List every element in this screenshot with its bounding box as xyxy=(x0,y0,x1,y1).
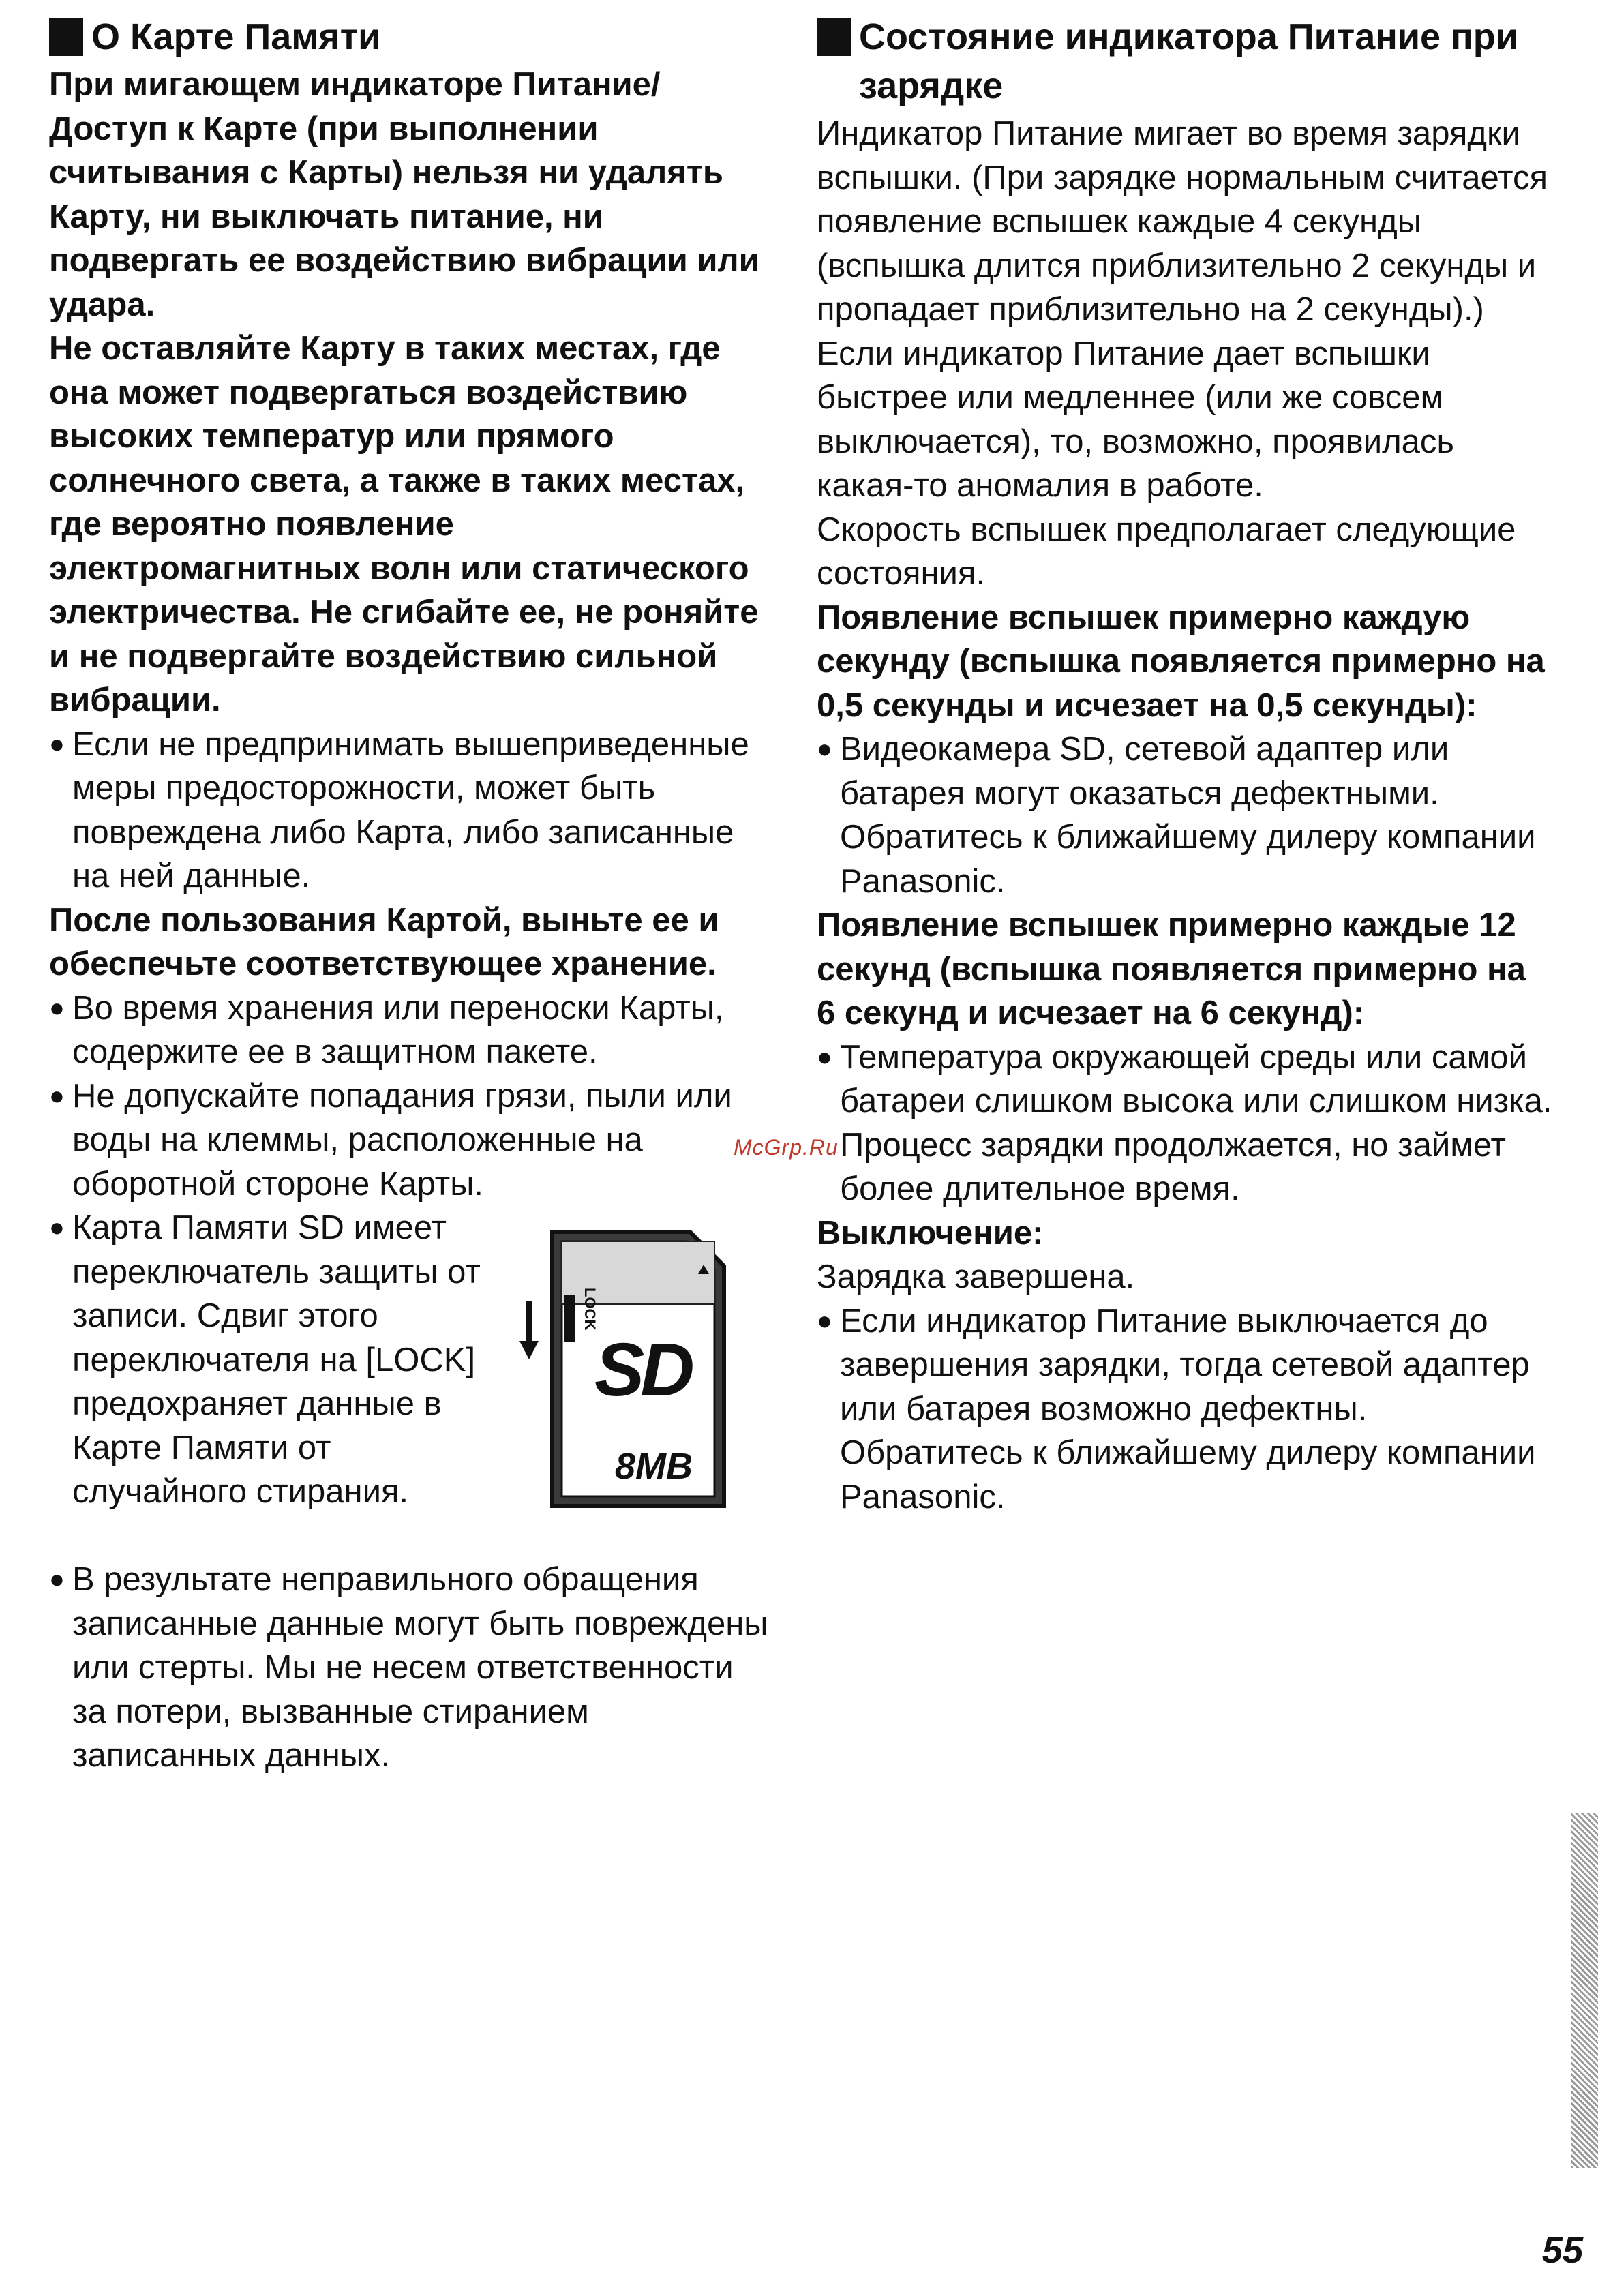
bullet-dot-icon: ● xyxy=(49,1565,65,1594)
case2-title: Появление вспышек примерно каждые 12 секунд (вспышка появляется примерно на 6 секунд и исчезает на 6 секунд): xyxy=(817,907,1526,1031)
bullet-dot-icon: ● xyxy=(49,729,65,759)
sd-logo: SD xyxy=(594,1328,691,1412)
list-item xyxy=(49,986,772,1074)
right-column xyxy=(817,12,1553,1519)
page-number: 55 xyxy=(1541,2230,1583,2271)
lock-label: LOCK xyxy=(582,1288,599,1331)
warning-access-indicator: При мигающем индикаторе Питание/ Доступ к Карте (при выполнении считывания с Карты) нельзя ни удалять Карту, ни выключать питание, ни подвергать ее воздействию вибрации или удара. xyxy=(49,66,759,323)
bullet-text: Карта Памяти SD имеет переключатель защиты от записи. Сдвиг этого переключателя на [LOCK] предохраняет данные в Карте Памяти от случайного стирания. xyxy=(72,1209,481,1510)
heading-square-icon xyxy=(817,18,851,56)
bullet-text: Не допускайте попадания грязи, пыли или воды на клеммы, расположенные на оборотной стороне Карты. xyxy=(72,1077,732,1203)
bullet-text: Если не предпринимать вышеприведенные меры предосторожности, может быть повреждена либо Карта, либо записанные на ней данные. xyxy=(72,725,749,894)
list-item xyxy=(49,1558,772,1778)
bullet-dot-icon: ● xyxy=(817,1042,832,1072)
speed-paragraph: Скорость вспышек предполагает следующие состояния. xyxy=(817,511,1516,592)
bullet-text: В результате неправильного обращения записанные данные могут быть повреждены или стерты. Мы не несем ответственности за потери, вызванные стиранием записанных данных. xyxy=(72,1561,768,1774)
list-item xyxy=(49,723,772,898)
abnormal-paragraph: Если индикатор Питание дает вспышки быстрее или медленнее (или же совсем выключается), то, возможно, проявилась какая-то аномалия в работе. xyxy=(817,335,1454,504)
warning-storage-conditions: Не оставляйте Карту в таких местах, где она может подвергаться воздействию высоких температур или прямого солнечного света, а также в таких местах, где вероятно появление электромагнитных волн или статического электричества. Не сгибайте ее, не роняйте и не подвергайте воздействию сильной вибрации. xyxy=(49,330,759,719)
bullet-dot-icon: ● xyxy=(49,1081,65,1111)
section-heading-memory-card xyxy=(49,12,772,61)
bullet-text: Температура окружающей среды или самой батареи слишком высока или слишком низка. Процесс зарядки продолжается, но займет более длительное время. xyxy=(840,1038,1552,1207)
bullet-dot-icon: ● xyxy=(49,993,65,1023)
lock-arrow-head-icon xyxy=(519,1341,539,1359)
list-item xyxy=(817,727,1553,903)
intro-paragraph: Индикатор Питание мигает во время зарядки вспышки. (При зарядке нормальным считается появление вспышек каждые 4 секунды (вспышка длится приблизительно 2 секунды и пропадает приблизительно на 2 секунды).) xyxy=(817,115,1548,328)
left-column xyxy=(49,12,772,1778)
list-item xyxy=(49,1074,772,1207)
heading-square-icon xyxy=(49,18,83,56)
case3-text: Зарядка завершена. xyxy=(817,1258,1135,1295)
heading-text: Состояние индикатора Питание при зарядке xyxy=(859,16,1518,106)
watermark: McGrp.Ru xyxy=(734,1135,839,1160)
bullet-dot-icon: ● xyxy=(817,735,832,764)
bullet-text: Если индикатор Питание выключается до завершения зарядки, тогда сетевой адаптер или батарея возможно дефектны. Обратитесь к ближайшему дилеру компании Panasonic. xyxy=(840,1302,1536,1515)
bullet-dot-icon: ● xyxy=(49,1213,65,1242)
case1-title: Появление вспышек примерно каждую секунду (вспышка появляется примерно на 0,5 секунды и исчезает на 0,5 секунды): xyxy=(817,599,1545,724)
lock-switch xyxy=(564,1295,575,1342)
bullet-text: Видеокамера SD, сетевой адаптер или батарея могут оказаться дефектными. Обратитесь к ближайшему дилеру компании Panasonic. xyxy=(840,731,1536,900)
card-capacity: 8MB xyxy=(615,1446,693,1487)
list-item xyxy=(49,1206,495,1514)
section-heading-power-indicator xyxy=(817,12,1553,110)
heading-text: О Карте Памяти xyxy=(91,16,381,57)
sd-lock-block xyxy=(49,1206,772,1558)
list-item xyxy=(817,1036,1553,1211)
after-use-instruction: После пользования Картой, выньте ее и обеспечьте соответствующее хранение. xyxy=(49,901,719,982)
edge-index-strip xyxy=(1571,1813,1598,2168)
bullet-text: Во время хранения или переноски Карты, содержите ее в защитном пакете. xyxy=(72,989,724,1070)
list-item xyxy=(817,1299,1553,1520)
case3-title: Выключение: xyxy=(817,1214,1044,1252)
bullet-dot-icon: ● xyxy=(817,1306,832,1335)
sd-card-illustration xyxy=(519,1220,744,1520)
